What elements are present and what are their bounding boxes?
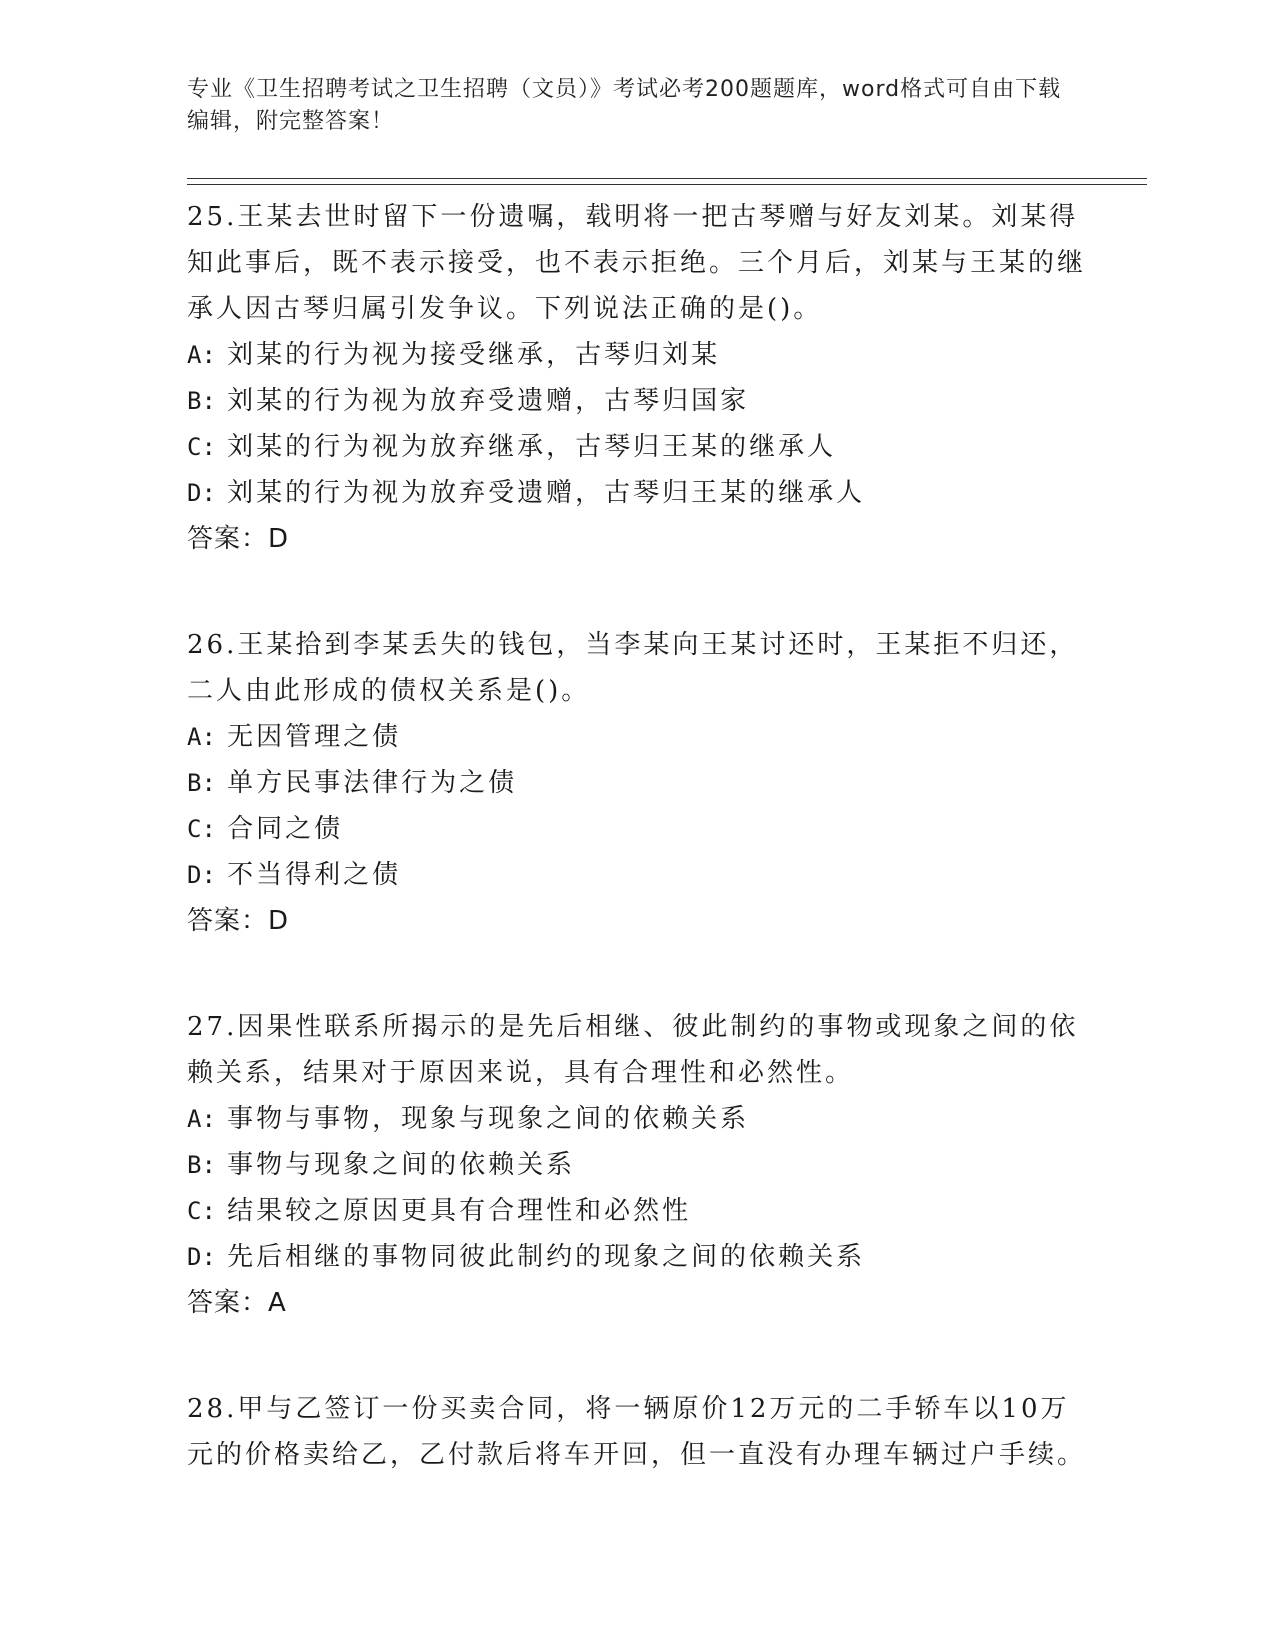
option-b bbox=[187, 760, 1087, 806]
option-letter: D: bbox=[187, 1243, 216, 1271]
option-letter: A: bbox=[187, 341, 216, 369]
option-d bbox=[187, 852, 1087, 898]
option-text: 事物与现象之间的依赖关系 bbox=[227, 1150, 576, 1180]
option-d bbox=[187, 1234, 1087, 1280]
option-c bbox=[187, 424, 1087, 470]
option-letter: C: bbox=[187, 433, 216, 461]
option-text: 刘某的行为视为放弃受遗赠，古琴归国家 bbox=[227, 386, 750, 416]
header-divider-bottom bbox=[187, 184, 1147, 185]
option-text: 合同之债 bbox=[227, 814, 344, 844]
option-letter: B: bbox=[187, 387, 216, 415]
option-letter: C: bbox=[187, 815, 216, 843]
option-letter: A: bbox=[187, 1105, 216, 1133]
option-a bbox=[187, 332, 1087, 378]
option-text: 无因管理之债 bbox=[227, 722, 402, 752]
question-27 bbox=[187, 1004, 1087, 1326]
option-text: 事物与事物，现象与现象之间的依赖关系 bbox=[227, 1104, 750, 1134]
option-letter: D: bbox=[187, 479, 216, 507]
option-text: 不当得利之债 bbox=[227, 860, 402, 890]
answer-text: 答案：D bbox=[187, 906, 290, 936]
option-b bbox=[187, 378, 1087, 424]
option-letter: A: bbox=[187, 723, 216, 751]
question-stem: 27.因果性联系所揭示的是先后相继、彼此制约的事物或现象之间的依赖关系，结果对于原因来说，具有合理性和必然性。 bbox=[187, 1012, 1079, 1088]
option-text: 结果较之原因更具有合理性和必然性 bbox=[227, 1196, 692, 1226]
option-d bbox=[187, 470, 1087, 516]
answer-text: 答案：D bbox=[187, 524, 290, 554]
question-stem: 28.甲与乙签订一份买卖合同，将一辆原价12万元的二手轿车以10万元的价格卖给乙，乙付款后将车开回，但一直没有办理车辆过户手续。 bbox=[187, 1394, 1087, 1470]
question-26 bbox=[187, 622, 1087, 944]
question-25 bbox=[187, 194, 1087, 562]
option-letter: B: bbox=[187, 1151, 216, 1179]
option-text: 刘某的行为视为接受继承，古琴归刘某 bbox=[227, 340, 721, 370]
question-stem: 26.王某拾到李某丢失的钱包，当李某向王某讨还时，王某拒不归还，二人由此形成的债权关系是()。 bbox=[187, 630, 1079, 706]
option-text: 刘某的行为视为放弃受遗赠，古琴归王某的继承人 bbox=[227, 478, 866, 508]
option-text: 单方民事法律行为之债 bbox=[227, 768, 518, 798]
option-text: 先后相继的事物同彼此制约的现象之间的依赖关系 bbox=[227, 1242, 866, 1272]
option-letter: D: bbox=[187, 861, 216, 889]
answer-text: 答案：A bbox=[187, 1288, 287, 1318]
option-b bbox=[187, 1142, 1087, 1188]
option-a bbox=[187, 1096, 1087, 1142]
question-28 bbox=[187, 1386, 1087, 1478]
option-letter: C: bbox=[187, 1197, 216, 1225]
option-letter: B: bbox=[187, 769, 216, 797]
option-c bbox=[187, 806, 1087, 852]
option-a bbox=[187, 714, 1087, 760]
question-list bbox=[187, 194, 1087, 1538]
document-header: 专业《卫生招聘考试之卫生招聘（文员）》考试必考200题题库，word格式可自由下载编辑，附完整答案！ bbox=[187, 77, 1062, 134]
question-stem: 25.王某去世时留下一份遗嘱，载明将一把古琴赠与好友刘某。刘某得知此事后，既不表示接受，也不表示拒绝。三个月后，刘某与王某的继承人因古琴归属引发争议。下列说法正确的是()。 bbox=[187, 202, 1087, 324]
option-c bbox=[187, 1188, 1087, 1234]
header-divider-top bbox=[187, 178, 1147, 179]
option-text: 刘某的行为视为放弃继承，古琴归王某的继承人 bbox=[227, 432, 837, 462]
